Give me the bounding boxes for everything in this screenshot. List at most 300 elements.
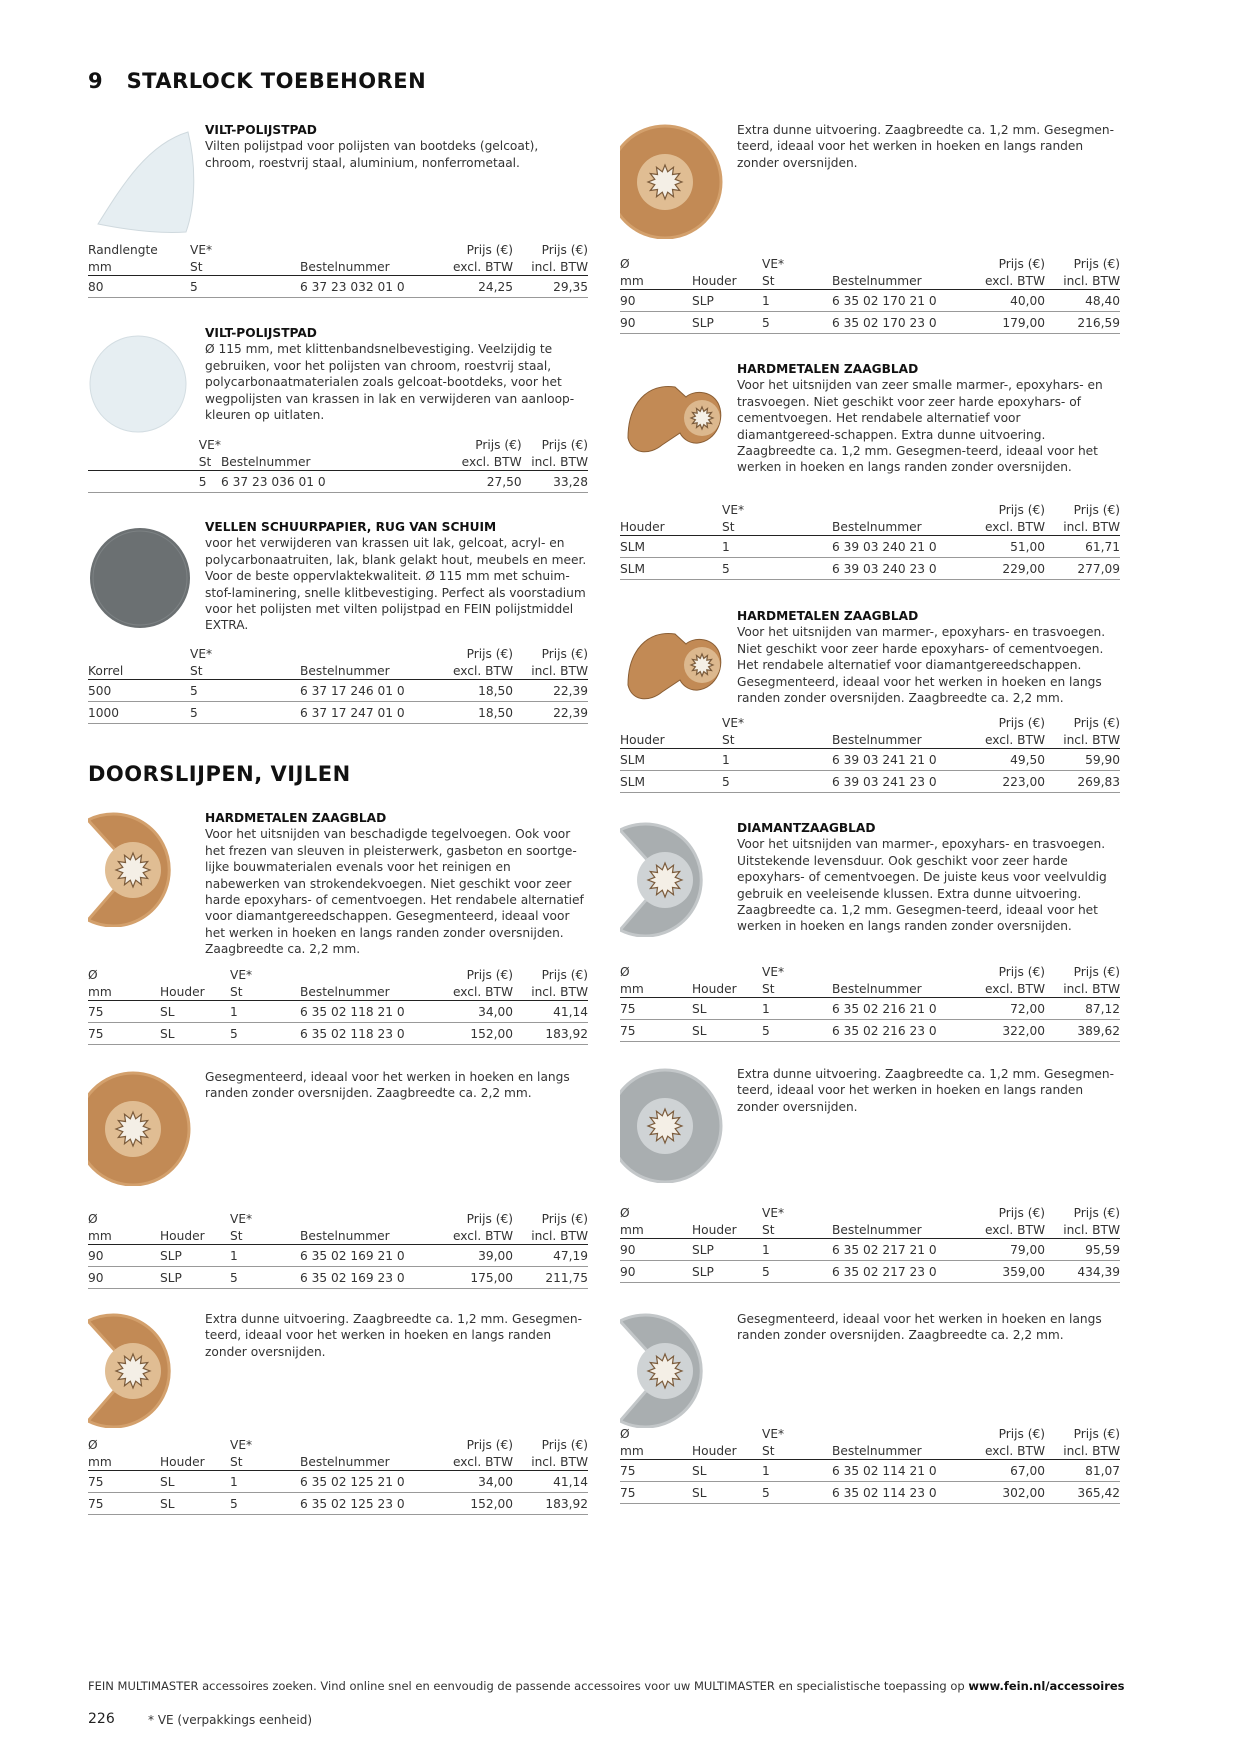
table-cell: 359,00	[970, 1261, 1045, 1283]
product-spec-table	[88, 242, 588, 298]
column-header-top	[692, 964, 762, 981]
product-title: HARDMETALEN ZAAGBLAD	[205, 811, 387, 825]
table-cell: 175,00	[438, 1267, 513, 1289]
column-header	[620, 502, 722, 536]
column-header-top: VE*	[230, 1438, 253, 1452]
column-header-bottom: Korrel	[88, 663, 124, 678]
column-header-top	[300, 646, 438, 663]
table-cell: 22,39	[513, 680, 588, 702]
product-description-block	[205, 1311, 588, 1360]
table-cell: 302,00	[970, 1482, 1045, 1504]
column-header	[970, 256, 1045, 290]
column-header	[190, 646, 300, 680]
column-header	[970, 1205, 1045, 1239]
column-header-bottom: excl. BTW	[985, 1443, 1045, 1458]
column-header-top: Ø	[620, 1206, 630, 1220]
column-header-bottom: St	[762, 273, 775, 288]
column-header-top: Prijs (€)	[998, 257, 1045, 271]
product-spec-table	[88, 437, 588, 493]
table-cell: 223,00	[970, 771, 1045, 793]
column-header	[230, 1211, 300, 1245]
column-header	[762, 1205, 832, 1239]
diamond-segment-blade-icon	[620, 1313, 735, 1428]
column-header	[832, 1205, 970, 1239]
table-cell: 5	[190, 702, 300, 724]
column-header	[230, 1437, 300, 1471]
product-description-block	[205, 810, 588, 958]
carbide-segment-blade-icon	[88, 812, 203, 927]
table-row	[620, 998, 1120, 1020]
table-cell: 6 35 02 114 21 0	[832, 1460, 970, 1482]
column-header-top	[160, 1437, 230, 1454]
product-description: Voor het uitsnijden van zeer smalle marmer-, epoxyhars- en trasvoegen. Niet geschikt voor zeer harde epoxyhars- of cementvoegen. Het rendabele alternatief voor diamantgereed-schappen. Extra dunne uitvoering. Zaagbreedte ca. 1,2 mm. Gesegmen-teerd, ideaal voor het werken in hoeken en langs randen zonder oversnijden.	[737, 378, 1103, 475]
table-cell: 6 35 02 216 21 0	[832, 998, 970, 1020]
table-cell: 389,62	[1045, 1020, 1120, 1042]
table-cell: 6 39 03 240 23 0	[832, 558, 970, 580]
table-cell: SLP	[692, 312, 762, 334]
product-spec-table	[620, 964, 1120, 1042]
column-header-bottom: excl. BTW	[985, 981, 1045, 996]
product-description-block	[737, 608, 1120, 706]
table-cell: 27,50	[454, 471, 522, 493]
product-description: Gesegmenteerd, ideaal voor het werken in hoeken en langs randen zonder oversnijden. Zaagbreedte ca. 2,2 mm.	[205, 1070, 570, 1101]
table-cell: 6 35 02 118 23 0	[300, 1023, 438, 1045]
table-cell: 90	[620, 312, 692, 334]
table-row	[88, 1023, 588, 1045]
column-header-top: Prijs (€)	[998, 1206, 1045, 1220]
product-spec-table	[620, 1205, 1120, 1283]
table-cell: 1	[230, 1001, 300, 1023]
column-header-bottom: Houder	[620, 732, 665, 747]
column-header-bottom: St	[762, 1222, 775, 1237]
product-spec-table	[88, 1211, 588, 1289]
table-cell: 269,83	[1045, 771, 1120, 793]
table-cell: 75	[620, 998, 692, 1020]
column-header-top: VE*	[762, 965, 785, 979]
column-header-top: VE*	[722, 503, 745, 517]
column-header	[762, 256, 832, 290]
column-header-top: VE*	[190, 243, 213, 257]
column-header-top	[832, 1205, 970, 1222]
column-header	[1045, 1426, 1120, 1460]
column-header	[692, 964, 762, 998]
column-header	[722, 715, 832, 749]
column-header-top: Prijs (€)	[541, 968, 588, 982]
table-cell: 6 35 02 170 23 0	[832, 312, 970, 334]
column-header	[513, 967, 588, 1001]
column-header-bottom: mm	[88, 984, 112, 999]
table-cell: 152,00	[438, 1493, 513, 1515]
column-header	[230, 967, 300, 1001]
column-header-top	[692, 1205, 762, 1222]
column-header-bottom: mm	[620, 273, 644, 288]
table-row	[88, 1001, 588, 1023]
column-header-bottom: incl. BTW	[1063, 273, 1120, 288]
column-header	[300, 646, 438, 680]
carbide-thin-segment-blade-icon	[88, 1313, 203, 1428]
table-row	[88, 276, 588, 298]
table-cell: 18,50	[438, 680, 513, 702]
table-cell: 183,92	[513, 1023, 588, 1045]
table-cell: 6 35 02 217 23 0	[832, 1261, 970, 1283]
product-spec-table	[620, 1426, 1120, 1504]
column-header-top: Prijs (€)	[1073, 965, 1120, 979]
table-cell: 211,75	[513, 1267, 588, 1289]
column-header-bottom: incl. BTW	[1063, 732, 1120, 747]
column-header	[88, 1211, 160, 1245]
column-header	[970, 715, 1045, 749]
subsection-heading: DOORSLIJPEN, VIJLEN	[88, 762, 351, 786]
column-header-bottom: Bestelnummer	[832, 1222, 922, 1237]
column-header-bottom: Bestelnummer	[832, 273, 922, 288]
column-header-top	[832, 502, 970, 519]
column-header-bottom: incl. BTW	[531, 984, 588, 999]
table-cell: 95,59	[1045, 1239, 1120, 1261]
column-header-bottom: excl. BTW	[985, 519, 1045, 534]
column-header	[692, 256, 762, 290]
table-cell: 1	[230, 1245, 300, 1267]
table-cell: SL	[692, 1460, 762, 1482]
table-cell: SLM	[620, 558, 722, 580]
column-header-bottom: St	[230, 1228, 243, 1243]
table-cell: 6 35 02 216 23 0	[832, 1020, 970, 1042]
table-row	[88, 1493, 588, 1515]
column-header-top: Randlengte	[88, 243, 158, 257]
table-cell: 6 37 17 246 01 0	[300, 680, 438, 702]
column-header-bottom: excl. BTW	[985, 273, 1045, 288]
table-cell: 75	[620, 1460, 692, 1482]
table-cell: 5	[762, 1261, 832, 1283]
column-header-top: Ø	[620, 965, 630, 979]
column-header-top: Prijs (€)	[541, 243, 588, 257]
product-spec-table	[620, 502, 1120, 580]
column-header-top	[300, 1211, 438, 1228]
table-cell: 152,00	[438, 1023, 513, 1045]
table-row	[88, 1267, 588, 1289]
table-cell: 322,00	[970, 1020, 1045, 1042]
column-header	[620, 964, 692, 998]
table-cell: SL	[692, 1482, 762, 1504]
table-cell: 67,00	[970, 1460, 1045, 1482]
product-spec-table	[88, 1437, 588, 1515]
table-cell: 5	[230, 1267, 300, 1289]
column-header-bottom: Houder	[692, 981, 737, 996]
column-header-top	[832, 256, 970, 273]
column-header-bottom: St	[190, 663, 203, 678]
column-header-bottom: incl. BTW	[531, 454, 588, 469]
column-header-top: Prijs (€)	[466, 1438, 513, 1452]
felt-triangle-pad-icon	[88, 124, 203, 239]
column-header-top: Prijs (€)	[998, 1427, 1045, 1441]
product-spec-table	[88, 967, 588, 1045]
product-description: Voor het uitsnijden van marmer-, epoxyhars- en trasvoegen. Niet geschikt voor zeer harde epoxyhars- of cementvoegen. Het rendabele alternatief voor diamantgereedschappen. Gesegmenteerd, ideaal voor het werken in hoeken en langs randen zonder oversnijden. Zaagbreedte ca. 2,2 mm.	[737, 625, 1106, 706]
product-description-block	[737, 1311, 1120, 1344]
product-description-block	[737, 1066, 1120, 1115]
table-cell: 75	[620, 1482, 692, 1504]
table-cell: SLM	[620, 771, 722, 793]
column-header-bottom: excl. BTW	[453, 1454, 513, 1469]
column-header	[722, 502, 832, 536]
product-description-block	[737, 122, 1120, 171]
column-header-bottom: incl. BTW	[1063, 1443, 1120, 1458]
table-row	[88, 702, 588, 724]
table-cell: 29,35	[513, 276, 588, 298]
column-header-bottom: St	[762, 1443, 775, 1458]
column-header-bottom: excl. BTW	[453, 663, 513, 678]
product-description: Extra dunne uitvoering. Zaagbreedte ca. 1,2 mm. Gesegmen-teerd, ideaal voor het werken in hoeken en langs randen zonder oversnijden.	[205, 1312, 583, 1359]
column-header-bottom: Houder	[692, 273, 737, 288]
product-title: HARDMETALEN ZAAGBLAD	[737, 362, 919, 376]
column-header	[300, 967, 438, 1001]
column-header-bottom: incl. BTW	[531, 1454, 588, 1469]
column-header-bottom: Bestelnummer	[832, 981, 922, 996]
column-header-top: Prijs (€)	[1073, 716, 1120, 730]
table-cell: 33,28	[522, 471, 588, 493]
column-header	[832, 502, 970, 536]
table-cell: 80	[88, 276, 190, 298]
column-header	[199, 437, 221, 471]
column-header-top: Prijs (€)	[541, 438, 588, 452]
table-cell: 5	[230, 1493, 300, 1515]
product-description: Voor het uitsnijden van beschadigde tegelvoegen. Ook voor het frezen van sleuven in pleisterwerk, gasbeton en soortge-lijke bouwmaterialen evenals voor het reinigen en nabewerken van strokendekvoegen. Niet geschikt voor zeer harde epoxyhars- of cementvoegen. Het rendabele alternatief voor diamantgereedschappen. Gesegmenteerd, ideaal voor het werken in hoeken en langs randen zonder oversnijden. Zaagbreedte ca. 2,2 mm.	[205, 827, 584, 957]
column-header-top	[221, 437, 454, 454]
table-cell: 6 37 23 036 01 0	[221, 471, 454, 493]
product-description-block	[737, 361, 1120, 476]
column-header-top: VE*	[230, 1212, 253, 1226]
table-cell: 434,39	[1045, 1261, 1120, 1283]
column-header-top: Prijs (€)	[1073, 1427, 1120, 1441]
column-header-bottom: St	[230, 1454, 243, 1469]
column-header-top: Prijs (€)	[998, 965, 1045, 979]
column-header-top: VE*	[190, 647, 213, 661]
product-description: Gesegmenteerd, ideaal voor het werken in hoeken en langs randen zonder oversnijden. Zaagbreedte ca. 2,2 mm.	[737, 1312, 1102, 1343]
column-header-bottom: St	[722, 519, 735, 534]
column-header-bottom: excl. BTW	[985, 732, 1045, 747]
table-cell: 1	[762, 998, 832, 1020]
column-header-top: VE*	[198, 438, 221, 452]
table-cell: 24,25	[438, 276, 513, 298]
diamond-segment-blade-icon	[620, 822, 735, 937]
product-title: VILT-POLIJSTPAD	[205, 123, 317, 137]
table-cell: 6 35 02 217 21 0	[832, 1239, 970, 1261]
column-header-bottom: incl. BTW	[1063, 519, 1120, 534]
footer-link[interactable]: www.fein.nl/accessoires	[968, 1679, 1125, 1693]
table-row	[620, 749, 1120, 771]
column-header-top	[88, 646, 190, 663]
table-row	[620, 312, 1120, 334]
table-row	[88, 1471, 588, 1493]
column-header-top	[692, 256, 762, 273]
column-header-top: Prijs (€)	[541, 1212, 588, 1226]
table-cell: SLP	[692, 1239, 762, 1261]
column-header	[620, 256, 692, 290]
column-header	[1045, 964, 1120, 998]
table-cell: 1	[762, 290, 832, 312]
footer-note: FEIN MULTIMASTER accessoires zoeken. Vind online snel en eenvoudig de passende accessoires voor uw MULTIMASTER en specialistische toepassing op www.fein.nl/accessoires	[88, 1679, 1125, 1693]
column-header-top: Prijs (€)	[998, 716, 1045, 730]
column-header	[513, 1211, 588, 1245]
column-header-bottom: Bestelnummer	[300, 1454, 390, 1469]
carbide-thin-round-blade-icon	[620, 124, 735, 239]
table-cell: 41,14	[513, 1471, 588, 1493]
product-description: Ø 115 mm, met klittenbandsnelbevestiging. Veelzijdig te gebruiken, voor het polijsten van chroom, roestvrij staal, polycarbonaatmaterialen zoals gelcoat-bootdeks, voor het wegpolijsten van krassen in lak en verwijderen van aanloop-kleuren op uitlaten.	[205, 342, 575, 423]
column-header	[1045, 256, 1120, 290]
column-header-top	[160, 1211, 230, 1228]
carbide-round-blade-icon	[88, 1071, 203, 1186]
table-row	[88, 1245, 588, 1267]
table-cell: SLP	[692, 290, 762, 312]
column-header	[160, 967, 230, 1001]
felt-round-pad-icon	[88, 327, 203, 442]
table-cell: SLP	[692, 1261, 762, 1283]
column-header-top: Prijs (€)	[998, 503, 1045, 517]
table-cell: 6 35 02 125 23 0	[300, 1493, 438, 1515]
column-header-top: VE*	[762, 1427, 785, 1441]
table-cell: 34,00	[438, 1471, 513, 1493]
column-header-top: Prijs (€)	[1073, 257, 1120, 271]
column-header	[300, 1211, 438, 1245]
table-cell: 6 35 02 125 21 0	[300, 1471, 438, 1493]
product-description-block	[205, 325, 588, 423]
column-header-bottom: mm	[620, 1443, 644, 1458]
column-header	[1045, 502, 1120, 536]
column-header-bottom: Bestelnummer	[832, 732, 922, 747]
column-header-bottom: Houder	[160, 984, 205, 999]
table-row	[620, 290, 1120, 312]
table-cell: 5	[762, 1482, 832, 1504]
column-header	[832, 256, 970, 290]
table-cell: 40,00	[970, 290, 1045, 312]
column-header-bottom: Bestelnummer	[300, 259, 390, 274]
column-header-top: Prijs (€)	[466, 243, 513, 257]
column-header-bottom: St	[722, 732, 735, 747]
column-header	[832, 1426, 970, 1460]
column-header	[1045, 1205, 1120, 1239]
column-header	[1045, 715, 1120, 749]
table-cell: 5	[722, 558, 832, 580]
column-header-bottom: Houder	[692, 1222, 737, 1237]
table-cell: 51,00	[970, 536, 1045, 558]
table-cell: 6 35 02 170 21 0	[832, 290, 970, 312]
page-number: 226	[88, 1711, 115, 1727]
table-row	[620, 1239, 1120, 1261]
table-cell: SLM	[620, 536, 722, 558]
column-header	[970, 964, 1045, 998]
product-title: DIAMANTZAAGBLAD	[737, 821, 876, 835]
table-cell: 500	[88, 680, 190, 702]
column-header-bottom: St	[198, 454, 212, 469]
product-title: HARDMETALEN ZAAGBLAD	[737, 609, 919, 623]
table-cell: 90	[620, 1239, 692, 1261]
column-header	[221, 437, 454, 471]
carbide-finger-blade-icon	[620, 363, 735, 478]
table-cell: 5	[762, 312, 832, 334]
table-cell: SL	[692, 998, 762, 1020]
table-cell: 5	[230, 1023, 300, 1045]
column-header-bottom: excl. BTW	[985, 1222, 1045, 1237]
column-header-bottom: incl. BTW	[531, 663, 588, 678]
column-header	[832, 964, 970, 998]
column-header-top: Prijs (€)	[466, 1212, 513, 1226]
column-header-top: VE*	[762, 1206, 785, 1220]
table-cell: 5	[190, 680, 300, 702]
column-header-bottom: incl. BTW	[1063, 981, 1120, 996]
product-description-block	[205, 519, 588, 634]
table-cell: 179,00	[970, 312, 1045, 334]
product-spec-table	[620, 715, 1120, 793]
column-header-bottom: Houder	[620, 519, 665, 534]
column-header	[970, 502, 1045, 536]
column-header-bottom: mm	[88, 1228, 112, 1243]
column-header	[970, 1426, 1045, 1460]
column-header-bottom: Bestelnummer	[300, 663, 390, 678]
column-header	[160, 1211, 230, 1245]
table-cell: 1	[762, 1239, 832, 1261]
table-cell: SL	[160, 1001, 230, 1023]
table-cell: SLP	[160, 1245, 230, 1267]
column-header	[438, 1211, 513, 1245]
column-header-bottom: incl. BTW	[531, 1228, 588, 1243]
table-cell: 47,19	[513, 1245, 588, 1267]
table-cell: 90	[88, 1267, 160, 1289]
table-row	[620, 1482, 1120, 1504]
column-header	[88, 646, 190, 680]
table-cell: 41,14	[513, 1001, 588, 1023]
column-header	[513, 1437, 588, 1471]
column-header-top: Ø	[620, 1427, 630, 1441]
table-cell: 6 39 03 241 21 0	[832, 749, 970, 771]
table-cell: 6 35 02 169 21 0	[300, 1245, 438, 1267]
column-header	[692, 1205, 762, 1239]
column-header	[620, 1426, 692, 1460]
table-cell: SL	[160, 1471, 230, 1493]
column-header	[522, 437, 588, 471]
table-cell: SL	[160, 1023, 230, 1045]
table-cell: 5	[762, 1020, 832, 1042]
table-cell: 79,00	[970, 1239, 1045, 1261]
column-header	[438, 1437, 513, 1471]
table-cell: 6 37 17 247 01 0	[300, 702, 438, 724]
column-header-bottom: excl. BTW	[461, 454, 522, 469]
table-cell: 34,00	[438, 1001, 513, 1023]
column-header-top: VE*	[762, 257, 785, 271]
table-cell: 59,90	[1045, 749, 1120, 771]
column-header-top: Prijs (€)	[541, 1438, 588, 1452]
diamond-round-blade-icon	[620, 1068, 735, 1183]
table-cell: 90	[620, 290, 692, 312]
column-header-bottom: mm	[620, 981, 644, 996]
product-description: Voor het uitsnijden van marmer-, epoxyhars- en trasvoegen. Uitstekende levensduur. Ook geschikt voor zeer harde epoxyhars- of cementvoegen. De juiste keus voor veelvuldig gebruik en veeleisende klussen. Extra dunne uitvoering. Zaagbreedte ca. 1,2 mm. Gesegmen-teerd, ideaal voor het werken in hoeken en langs randen zonder oversnijden.	[737, 837, 1107, 934]
table-cell: 72,00	[970, 998, 1045, 1020]
product-description: Extra dunne uitvoering. Zaagbreedte ca. 1,2 mm. Gesegmen-teerd, ideaal voor het werken in hoeken en langs randen zonder oversnijden.	[737, 1067, 1115, 1114]
product-description-block	[205, 122, 588, 171]
table-cell: 75	[88, 1493, 160, 1515]
column-header-bottom: Bestelnummer	[300, 984, 390, 999]
table-cell: 1	[762, 1460, 832, 1482]
ve-footnote: * VE (verpakkings eenheid)	[148, 1713, 313, 1727]
table-cell: 48,40	[1045, 290, 1120, 312]
table-cell: 22,39	[513, 702, 588, 724]
column-header-bottom: mm	[88, 1454, 112, 1469]
table-cell: 1000	[88, 702, 190, 724]
column-header-bottom: Bestelnummer	[220, 454, 311, 469]
column-header	[513, 242, 588, 276]
column-header	[692, 1426, 762, 1460]
product-spec-table	[88, 646, 588, 724]
column-header-top	[300, 242, 438, 259]
column-header-top: Prijs (€)	[1073, 503, 1120, 517]
column-header	[88, 967, 160, 1001]
